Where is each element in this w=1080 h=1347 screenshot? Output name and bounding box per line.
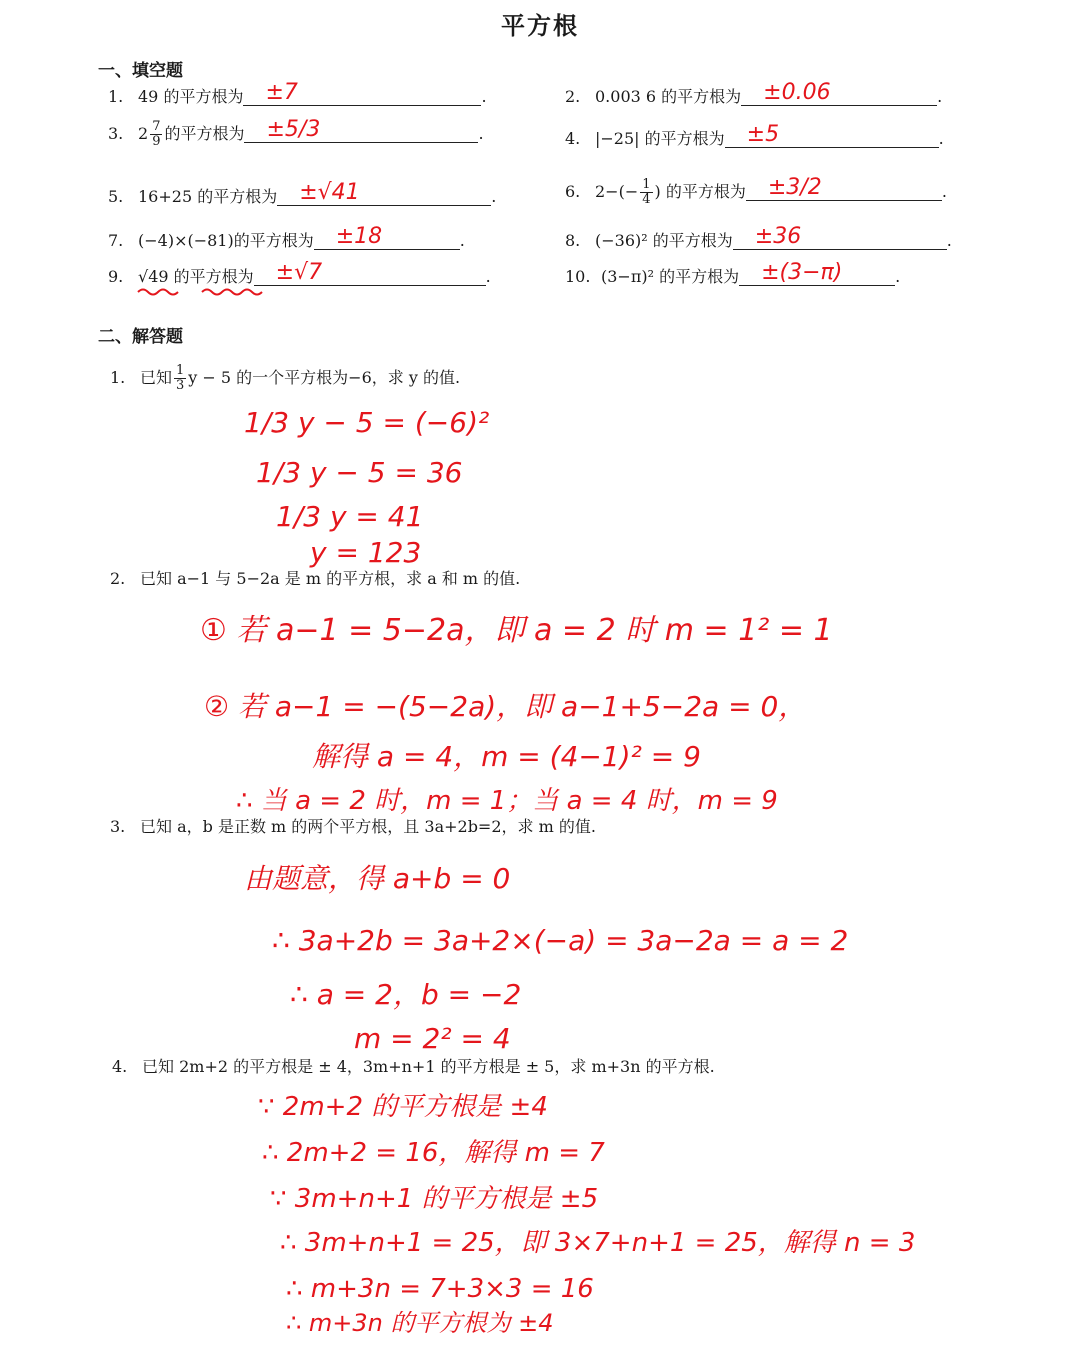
item-text: (−36)² 的平方根为 bbox=[595, 231, 733, 250]
answer-blank[interactable] bbox=[254, 260, 486, 286]
handwritten-work-line: ② 若 a−1 = −(5−2a)，即 a−1+5−2a = 0， bbox=[204, 690, 807, 723]
handwritten-answer: ±3/2 bbox=[767, 175, 822, 200]
handwritten-work-line: ∴ 当 a = 2 时，m = 1；当 a = 4 时，m = 9 bbox=[236, 786, 778, 816]
fill-item-8 bbox=[565, 224, 952, 252]
handwritten-answer: ±√41 bbox=[299, 180, 360, 205]
handwritten-answer: ±(3−π) bbox=[761, 260, 843, 285]
fraction-numerator: 1 bbox=[176, 363, 185, 378]
item-text: (−4)×(−81)的平方根为 bbox=[138, 231, 314, 250]
item-text: 的平方根为 bbox=[168, 267, 254, 286]
handwritten-work-line: ∴ 3m+n+1 = 25，即 3×7+n+1 = 25，解得 n = 3 bbox=[280, 1228, 916, 1258]
question-text: 已知 a，b 是正数 m 的两个平方根，且 3a+2b=2，求 m 的值. bbox=[140, 817, 596, 836]
fraction-denominator: 4 bbox=[642, 192, 651, 207]
item-number: 5. bbox=[108, 187, 124, 206]
fraction bbox=[640, 178, 652, 207]
fraction bbox=[150, 120, 162, 149]
item-text: 2−(− bbox=[595, 182, 639, 201]
answer-blank[interactable] bbox=[741, 80, 937, 106]
item-number: 3. bbox=[108, 124, 124, 143]
handwritten-work-line: ∴ 2m+2 = 16，解得 m = 7 bbox=[262, 1138, 605, 1168]
item-end: . bbox=[491, 187, 497, 206]
fill-item-2 bbox=[565, 80, 943, 108]
question-text: 已知 2m+2 的平方根是 ± 4，3m+n+1 的平方根是 ± 5，求 m+3n 的平方根. bbox=[142, 1057, 715, 1076]
handwritten-answer: ±√7 bbox=[275, 260, 323, 285]
item-end: . bbox=[946, 231, 952, 250]
question-number: 3. bbox=[110, 817, 126, 836]
item-text: 的平方根为 bbox=[164, 124, 245, 143]
item-text: 16+25 的平方根为 bbox=[138, 187, 278, 206]
question-3 bbox=[110, 816, 596, 838]
item-number: 10. bbox=[565, 267, 591, 286]
handwritten-work-line: 1/3 y = 41 bbox=[276, 500, 424, 533]
item-number: 6. bbox=[565, 182, 581, 201]
fill-item-3 bbox=[108, 117, 484, 149]
question-4 bbox=[112, 1056, 715, 1078]
item-end: . bbox=[938, 129, 944, 148]
item-number: 8. bbox=[565, 231, 581, 250]
handwritten-work-line: ∴ m+3n 的平方根为 ±4 bbox=[286, 1309, 554, 1337]
handwritten-work-line: ∴ 3a+2b = 3a+2×(−a) = 3a−2a = a = 2 bbox=[272, 924, 849, 957]
question-number: 4. bbox=[112, 1057, 128, 1076]
handwritten-answer: ±5 bbox=[746, 122, 780, 147]
fill-item-7 bbox=[108, 224, 465, 252]
answer-blank[interactable] bbox=[733, 224, 947, 250]
item-number: 7. bbox=[108, 231, 124, 250]
item-number: 9. bbox=[108, 267, 124, 286]
answer-blank[interactable] bbox=[739, 260, 895, 286]
handwritten-work-line: 解得 a = 4，m = (4−1)² = 9 bbox=[312, 740, 701, 773]
question-1 bbox=[110, 364, 460, 393]
handwritten-work-line: 1/3 y − 5 = (−6)² bbox=[244, 406, 490, 439]
handwritten-answer: ±7 bbox=[265, 80, 298, 105]
handwritten-answer: ±5/3 bbox=[266, 117, 321, 142]
section-heading-fill-blank: 一、填空题 bbox=[98, 61, 183, 81]
fraction-numerator: 1 bbox=[642, 177, 651, 192]
item-end: . bbox=[941, 182, 947, 201]
fraction bbox=[174, 364, 186, 393]
handwritten-work-line: ∵ 2m+2 的平方根是 ±4 bbox=[258, 1092, 548, 1122]
handwritten-work-line: y = 123 bbox=[310, 536, 422, 569]
fraction-numerator: 7 bbox=[152, 119, 161, 134]
mixed-whole: 2 bbox=[138, 124, 149, 143]
item-end: . bbox=[895, 267, 901, 286]
handwritten-work-line: m = 2² = 4 bbox=[354, 1022, 511, 1055]
item-number: 4. bbox=[565, 129, 581, 148]
question-text: y − 5 的一个平方根为−6，求 y 的值. bbox=[188, 368, 461, 387]
wavy-underline-mark bbox=[136, 286, 266, 300]
answer-blank[interactable] bbox=[314, 224, 460, 250]
item-number: 1. bbox=[108, 87, 124, 106]
page-title: 平方根 bbox=[501, 11, 579, 40]
handwritten-answer: ±0.06 bbox=[763, 80, 831, 105]
question-number: 1. bbox=[110, 368, 126, 387]
item-end: . bbox=[459, 231, 465, 250]
handwritten-work-line: ∴ m+3n = 7+3×3 = 16 bbox=[286, 1274, 594, 1304]
answer-blank[interactable] bbox=[243, 80, 481, 106]
item-end: . bbox=[937, 87, 943, 106]
question-text: 已知 a−1 与 5−2a 是 m 的平方根，求 a 和 m 的值. bbox=[140, 569, 521, 588]
item-text: (3−π)² 的平方根为 bbox=[601, 267, 740, 286]
item-end: . bbox=[478, 124, 484, 143]
item-text: 49 的平方根为 bbox=[138, 87, 244, 106]
handwritten-work-line: ∴ a = 2，b = −2 bbox=[290, 978, 522, 1011]
fill-item-9 bbox=[108, 260, 491, 288]
question-2 bbox=[110, 568, 520, 590]
item-text: √49 bbox=[138, 267, 169, 286]
handwritten-work-line: 由题意，得 a+b = 0 bbox=[244, 862, 511, 895]
handwritten-answer: ±18 bbox=[335, 224, 383, 249]
fill-item-6 bbox=[565, 175, 947, 207]
handwritten-work-line: ① 若 a−1 = 5−2a，即 a = 2 时 m = 1² = 1 bbox=[200, 613, 833, 648]
handwritten-work-line: ∵ 3m+n+1 的平方根是 ±5 bbox=[270, 1184, 599, 1214]
fill-item-1 bbox=[108, 80, 487, 108]
section-heading-solutions: 二、解答题 bbox=[98, 327, 183, 347]
fraction-denominator: 3 bbox=[176, 378, 185, 393]
question-text: 已知 bbox=[140, 368, 173, 387]
item-text: ) 的平方根为 bbox=[654, 182, 746, 201]
item-text: 0.003 6 的平方根为 bbox=[595, 87, 742, 106]
answer-blank[interactable] bbox=[746, 175, 942, 201]
handwritten-answer: ±36 bbox=[754, 224, 802, 249]
item-end: . bbox=[485, 267, 491, 286]
item-end: . bbox=[481, 87, 487, 106]
item-number: 2. bbox=[565, 87, 581, 106]
fill-item-10 bbox=[565, 260, 901, 288]
item-text: |−25| 的平方根为 bbox=[595, 129, 725, 148]
answer-blank[interactable] bbox=[244, 117, 478, 143]
fill-item-5 bbox=[108, 180, 497, 208]
fill-item-4 bbox=[565, 122, 944, 150]
answer-blank[interactable] bbox=[725, 122, 939, 148]
fraction-denominator: 9 bbox=[152, 134, 161, 149]
handwritten-work-line: 1/3 y − 5 = 36 bbox=[256, 456, 463, 489]
question-number: 2. bbox=[110, 569, 126, 588]
answer-blank[interactable] bbox=[277, 180, 491, 206]
